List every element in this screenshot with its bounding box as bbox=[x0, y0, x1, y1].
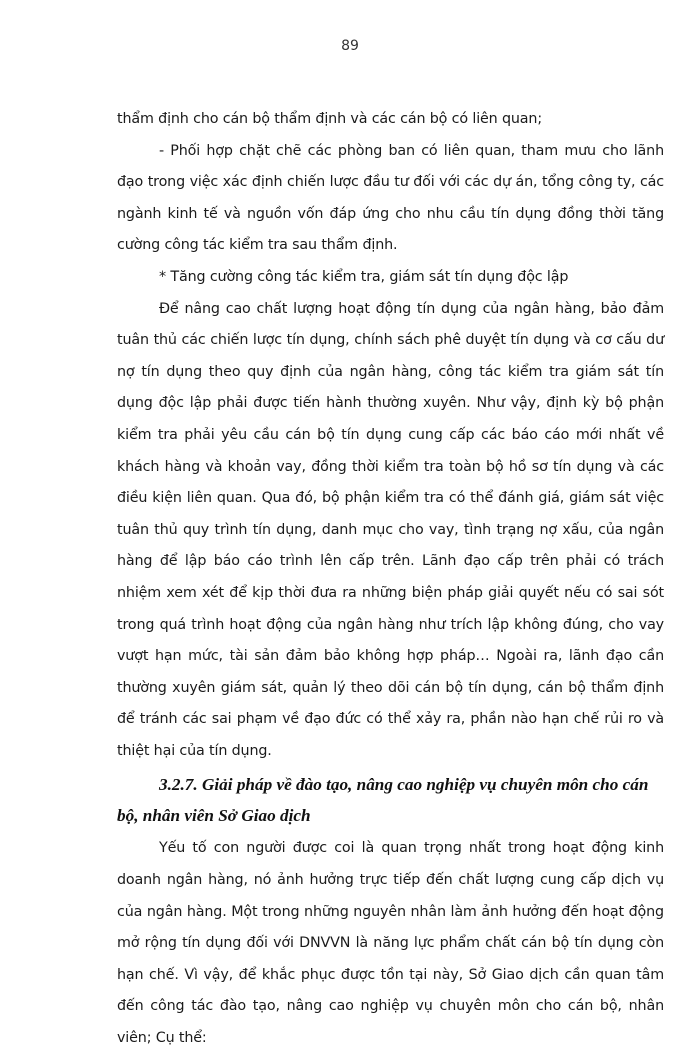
page-number: 89 bbox=[341, 38, 359, 54]
section-heading-line2: bộ, nhân viên Sở Giao dịch bbox=[117, 806, 311, 826]
paragraph-continuation: thẩm định cho cán bộ thẩm định và các cán bộ có liên quan; bbox=[117, 111, 542, 127]
section-heading-line1: 3.2.7. Giải pháp về đào tạo, nâng cao nghiệp vụ chuyên môn cho cán bbox=[159, 775, 649, 795]
paragraph-coordination: - Phối hợp chặt chẽ các phòng ban có liên quan, tham mưu cho lãnh đạo trong việc xác định chiến lược đầu tư đối với các dự án, tổng công ty, các ngành kinh tế và nguồn vốn đáp ứng cho nhu cầu tín dụng đồng thời tăng cường công tác kiểm tra sau thẩm định. bbox=[117, 142, 664, 254]
paragraph-credit-audit: Để nâng cao chất lượng hoạt động tín dụng của ngân hàng, bảo đảm tuân thủ các chiến lược tín dụng, chính sách phê duyệt tín dụng và cơ cấu dư nợ tín dụng theo quy định của ngân hàng, công tác kiểm tra giám sát tín dụng độc lập phải được tiến hành thường xuyên. Như vậy, định kỳ bộ phận kiểm tra phải yêu cầu cán bộ tín dụng cung cấp các báo cáo mới nhất về khách hàng và khoản vay, đồng thời kiểm tra toàn bộ hồ sơ tín dụng và các điều kiện liên quan. Qua đó, bộ phận kiểm tra có thể đánh giá, giám sát việc tuân thủ quy trình tín dụng, danh mục cho vay, tình trạng nợ xấu, của ngân hàng để lập báo cáo trình lên cấp trên. Lãnh đạo cấp trên phải có trách nhiệm xem xét để kịp thời đưa ra những biện pháp giải quyết nếu có sai sót trong quá trình hoạt động của ngân hàng như trích lập không đúng, cho vay vượt hạn mức, tài sản đảm bảo không hợp pháp… Ngoài ra, lãnh đạo cần thường xuyên giám sát, quản lý theo dõi cán bộ tín dụng, cán bộ thẩm định để tránh các sai phạm về đạo đức có thể xảy ra, phần nào hạn chế rủi ro và thiệt hại của tín dụng. bbox=[117, 300, 664, 759]
subheading-independent-audit: * Tăng cường công tác kiểm tra, giám sát tín dụng độc lập bbox=[159, 268, 569, 285]
section-heading bbox=[117, 769, 664, 831]
document-body bbox=[117, 104, 664, 1055]
paragraph-training: Yếu tố con người được coi là quan trọng nhất trong hoạt động kinh doanh ngân hàng, nó ảnh hưởng trực tiếp đến chất lượng cung cấp dịch vụ của ngân hàng. Một trong những nguyên nhân làm ảnh hưởng đến hoạt động mở rộng tín dụng đối với DNVVN là năng lực phẩm chất cán bộ tín dụng còn hạn chế. Vì vậy, để khắc phục được tồn tại này, Sở Giao dịch cần quan tâm đến công tác đào tạo, nâng cao nghiệp vụ chuyên môn cho cán bộ, nhân viên; Cụ thể: bbox=[117, 840, 664, 1047]
